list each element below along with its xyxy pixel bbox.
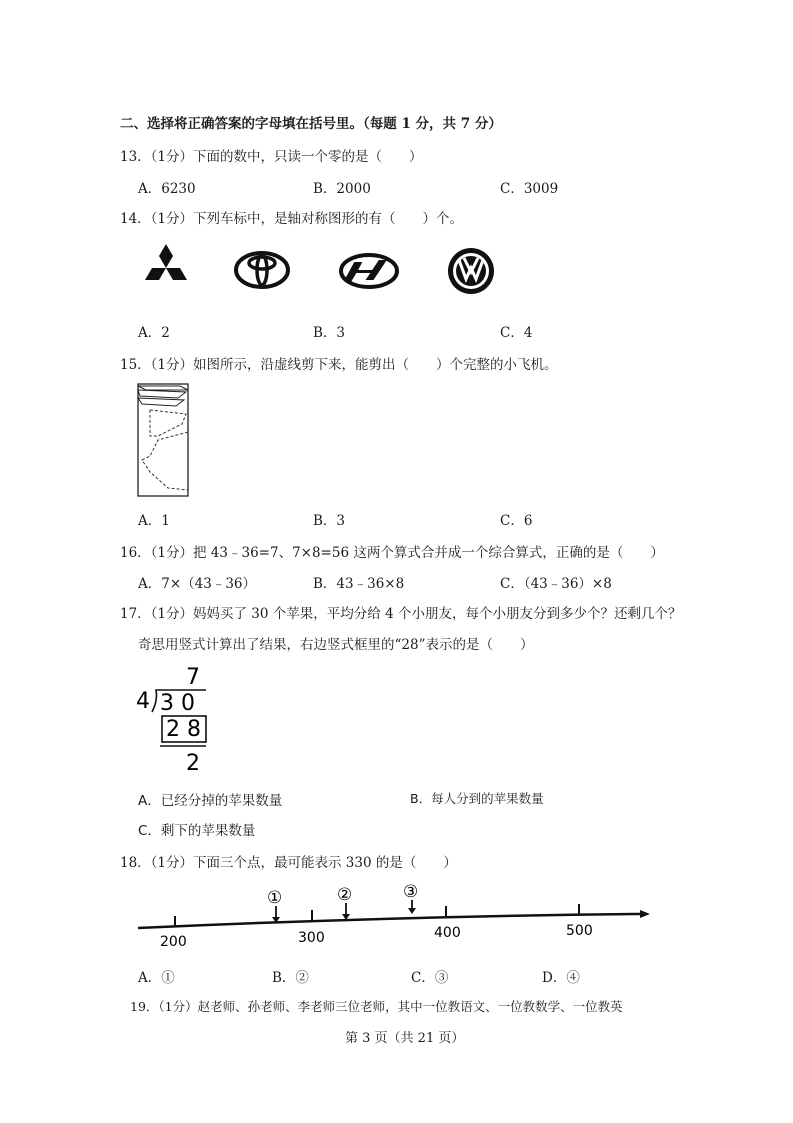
division-remainder: 2 — [186, 751, 200, 776]
question-18-option-c: C．③ — [411, 970, 449, 986]
question-14-option-c: C．4 — [500, 325, 533, 341]
question-19-stem: 19．（1分）赵老师、孙老师、李老师三位老师，其中一位教语文、一位教数学、一位教英 — [130, 999, 623, 1014]
hyundai-logo — [338, 252, 400, 290]
question-14-option-a: A．2 — [138, 325, 170, 341]
division-dividend: 3 0 — [160, 691, 195, 716]
question-13-stem: 13．（1分）下面的数中，只读一个零的是（ ） — [120, 149, 423, 165]
question-18-stem: 18．（1分）下面三个点，最可能表示 330 的是（ ） — [120, 855, 457, 871]
number-line-label-500: 500 — [566, 923, 593, 939]
question-18-option-b: B．② — [272, 970, 309, 986]
question-16-option-b: B．43﹣36×8 — [313, 576, 405, 592]
division-product: 2 8 — [166, 717, 201, 742]
long-division-figure — [132, 662, 214, 776]
question-18-option-a: A．① — [138, 970, 175, 986]
question-15-stem: 15．（1分）如图所示，沿虚线剪下来，能剪出（ ）个完整的小飞机。 — [120, 357, 558, 373]
question-16-option-a: A．7×（43﹣36） — [138, 576, 257, 592]
question-17-option-b: B．每人分到的苹果数量 — [410, 791, 544, 806]
question-17-option-a: A．已经分掉的苹果数量 — [138, 793, 283, 809]
question-13-option-c: C．3009 — [500, 181, 559, 197]
page-footer: 第 3 页（共 21 页） — [345, 1031, 465, 1046]
division-divisor: 4 — [136, 689, 150, 714]
question-16-stem: 16．（1分）把 43﹣36=7、7×8=56 这两个算式合并成一个综合算式，正确的是（ ） — [120, 545, 664, 561]
number-line-label-300: 300 — [298, 930, 325, 946]
question-15-option-b: B．3 — [313, 513, 346, 529]
marker-1: ① — [267, 888, 283, 908]
question-14-option-b: B．3 — [313, 325, 346, 341]
number-line-figure — [130, 880, 660, 952]
mitsubishi-logo — [140, 242, 192, 292]
section-heading: 二、选择将正确答案的字母填在括号里。（每题 1 分，共 7 分） — [120, 116, 502, 132]
question-17-option-c: C．剩下的苹果数量 — [138, 823, 256, 839]
question-14-stem: 14．（1分）下列车标中，是轴对称图形的有（ ）个。 — [120, 211, 464, 227]
question-13-option-a: A．6230 — [138, 181, 196, 197]
number-line-label-400: 400 — [434, 925, 461, 941]
question-18-option-d: D．④ — [542, 970, 580, 986]
question-17-stem: 17．（1分）妈妈买了 30 个苹果，平均分给 4 个小朋友，每个小朋友分到多少个？还剩几个？ — [120, 606, 682, 622]
toyota-logo — [233, 250, 291, 290]
question-13-option-b: B．2000 — [313, 181, 371, 197]
number-line-label-200: 200 — [160, 934, 187, 950]
question-15-option-c: C．6 — [500, 513, 533, 529]
division-quotient: 7 — [186, 665, 200, 690]
question-15-option-a: A．1 — [138, 513, 170, 529]
folded-paper-figure — [132, 380, 194, 498]
question-17-stem-2: 奇思用竖式计算出了结果，右边竖式框里的“28”表示的是（ ） — [138, 637, 534, 653]
question-16-option-c: C．（43﹣36）×8 — [500, 576, 612, 592]
marker-2: ② — [337, 885, 353, 905]
marker-3: ③ — [403, 882, 419, 902]
volkswagen-logo — [446, 246, 496, 296]
